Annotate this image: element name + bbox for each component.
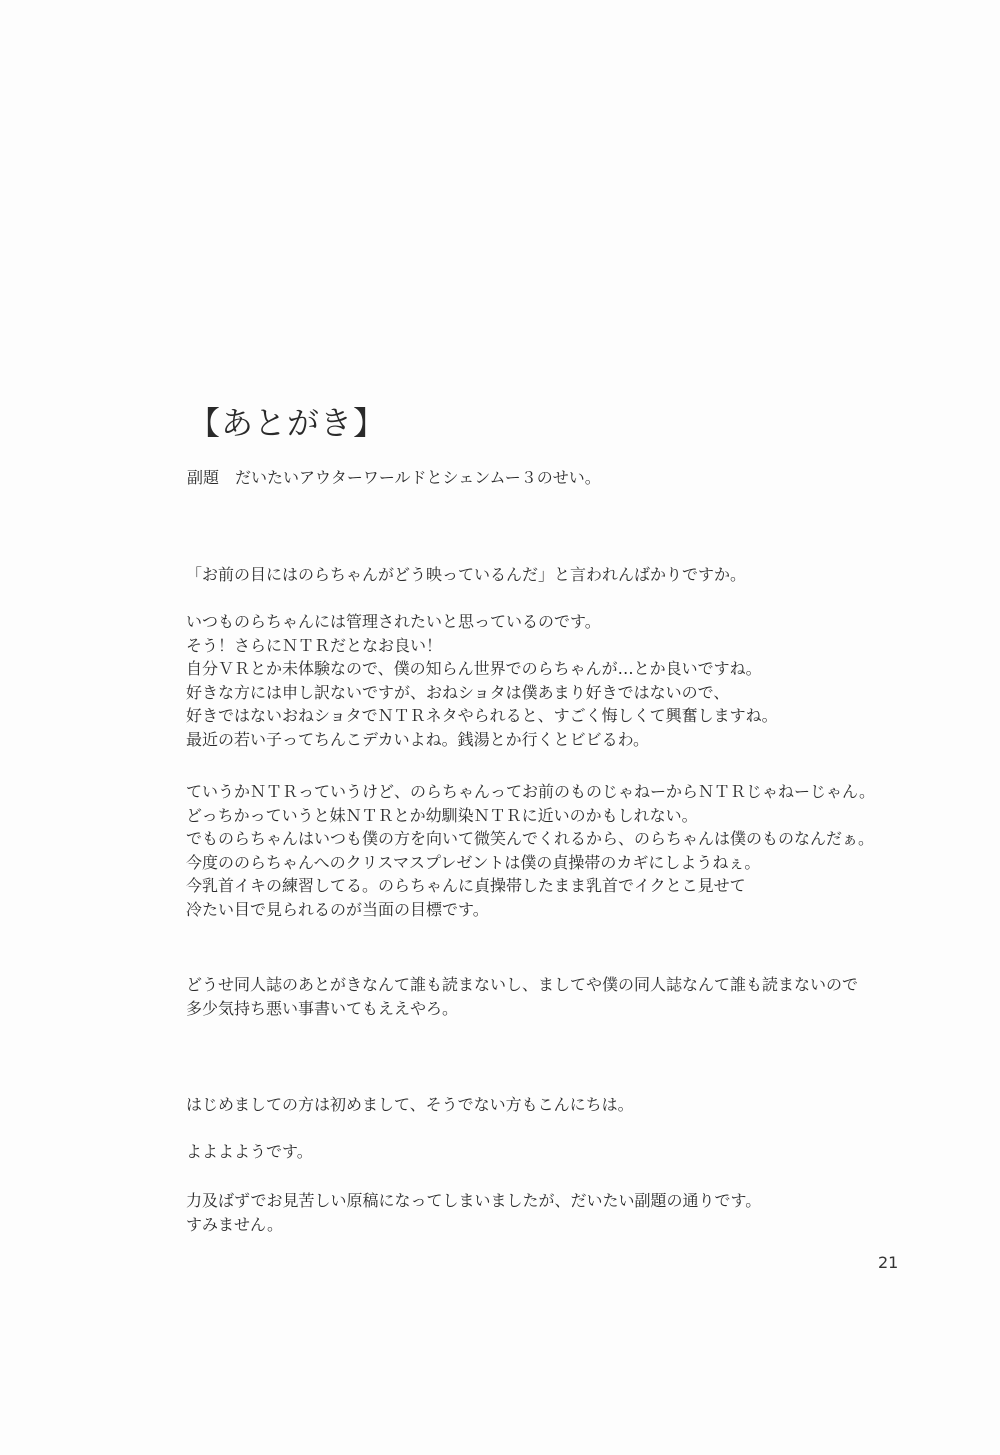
text-line: 多少気持ち悪い事書いてもええやろ。 [186, 998, 459, 1018]
text-line: ていうかＮＴＲっていうけど、のらちゃんってお前のものじゃねーからＮＴＲじゃねーじゃん。 [186, 782, 875, 801]
paragraph-3 [186, 780, 875, 922]
text-line: そう！さらにＮＴＲだとなお良い！ [186, 635, 443, 655]
text-line: 今度ののらちゃんへのクリスマスプレゼントは僕の貞操帯のカギにしようねぇ。 [186, 852, 761, 872]
text-line: すみません。 [186, 1214, 283, 1234]
page-title: 【あとがき】 [188, 404, 387, 442]
text-line: はじめましての方は初めまして、そうでない方もこんにちは。 [186, 1095, 634, 1114]
text-line: 好きな方には申し訳ないですが、おねショタは僕あまり好きではないので、 [186, 682, 730, 702]
paragraph-1 [186, 563, 746, 587]
text-line: 冷たい目で見られるのが当面の目標です。 [186, 899, 489, 919]
text-line: 今乳首イキの練習してる。のらちゃんに貞操帯したまま乳首でイクとこ見せて [186, 876, 746, 896]
subtitle: 副題 だいたいアウターワールドとシェンムー３のせい。 [187, 468, 601, 487]
text-line: よよよようです。 [186, 1142, 313, 1161]
text-line: 自分ＶＲとか未体験なので、僕の知らん世界でのらちゃんが…とか良いですね。 [186, 659, 762, 679]
page-number: 21 [878, 1253, 899, 1272]
text-line: どうせ同人誌のあとがきなんて誰も読まないし、ましてや僕の同人誌なんて誰も読まないので [186, 975, 859, 994]
paragraph-4 [186, 973, 858, 1020]
text-line: 力及ばずでお見苦しい原稿になってしまいましたが、だいたい副題の通りです。 [186, 1191, 762, 1210]
text-line: どっちかっていうと妹ＮＴＲとか幼馴染ＮＴＲに近いのかもしれない。 [186, 805, 698, 825]
paragraph-7 [186, 1189, 761, 1236]
text-line: いつものらちゃんには管理されたいと思っているのです。 [186, 612, 601, 631]
text-line: 好きではないおねショタでＮＴＲネタやられると、すごく悔しくて興奮しますね。 [186, 706, 778, 726]
text-line: 最近の若い子ってちんこデカいよね。銭湯とか行くとビビるわ。 [186, 729, 650, 749]
paragraph-6 [186, 1140, 313, 1164]
text-line: 「お前の目にはのらちゃんがどう映っているんだ」と言われんばかりですか。 [186, 565, 747, 584]
paragraph-5 [186, 1093, 634, 1117]
text-line: でものらちゃんはいつも僕の方を向いて微笑んでくれるから、のらちゃんは僕のものなんだぁ。 [186, 829, 875, 849]
paragraph-2 [186, 610, 778, 752]
